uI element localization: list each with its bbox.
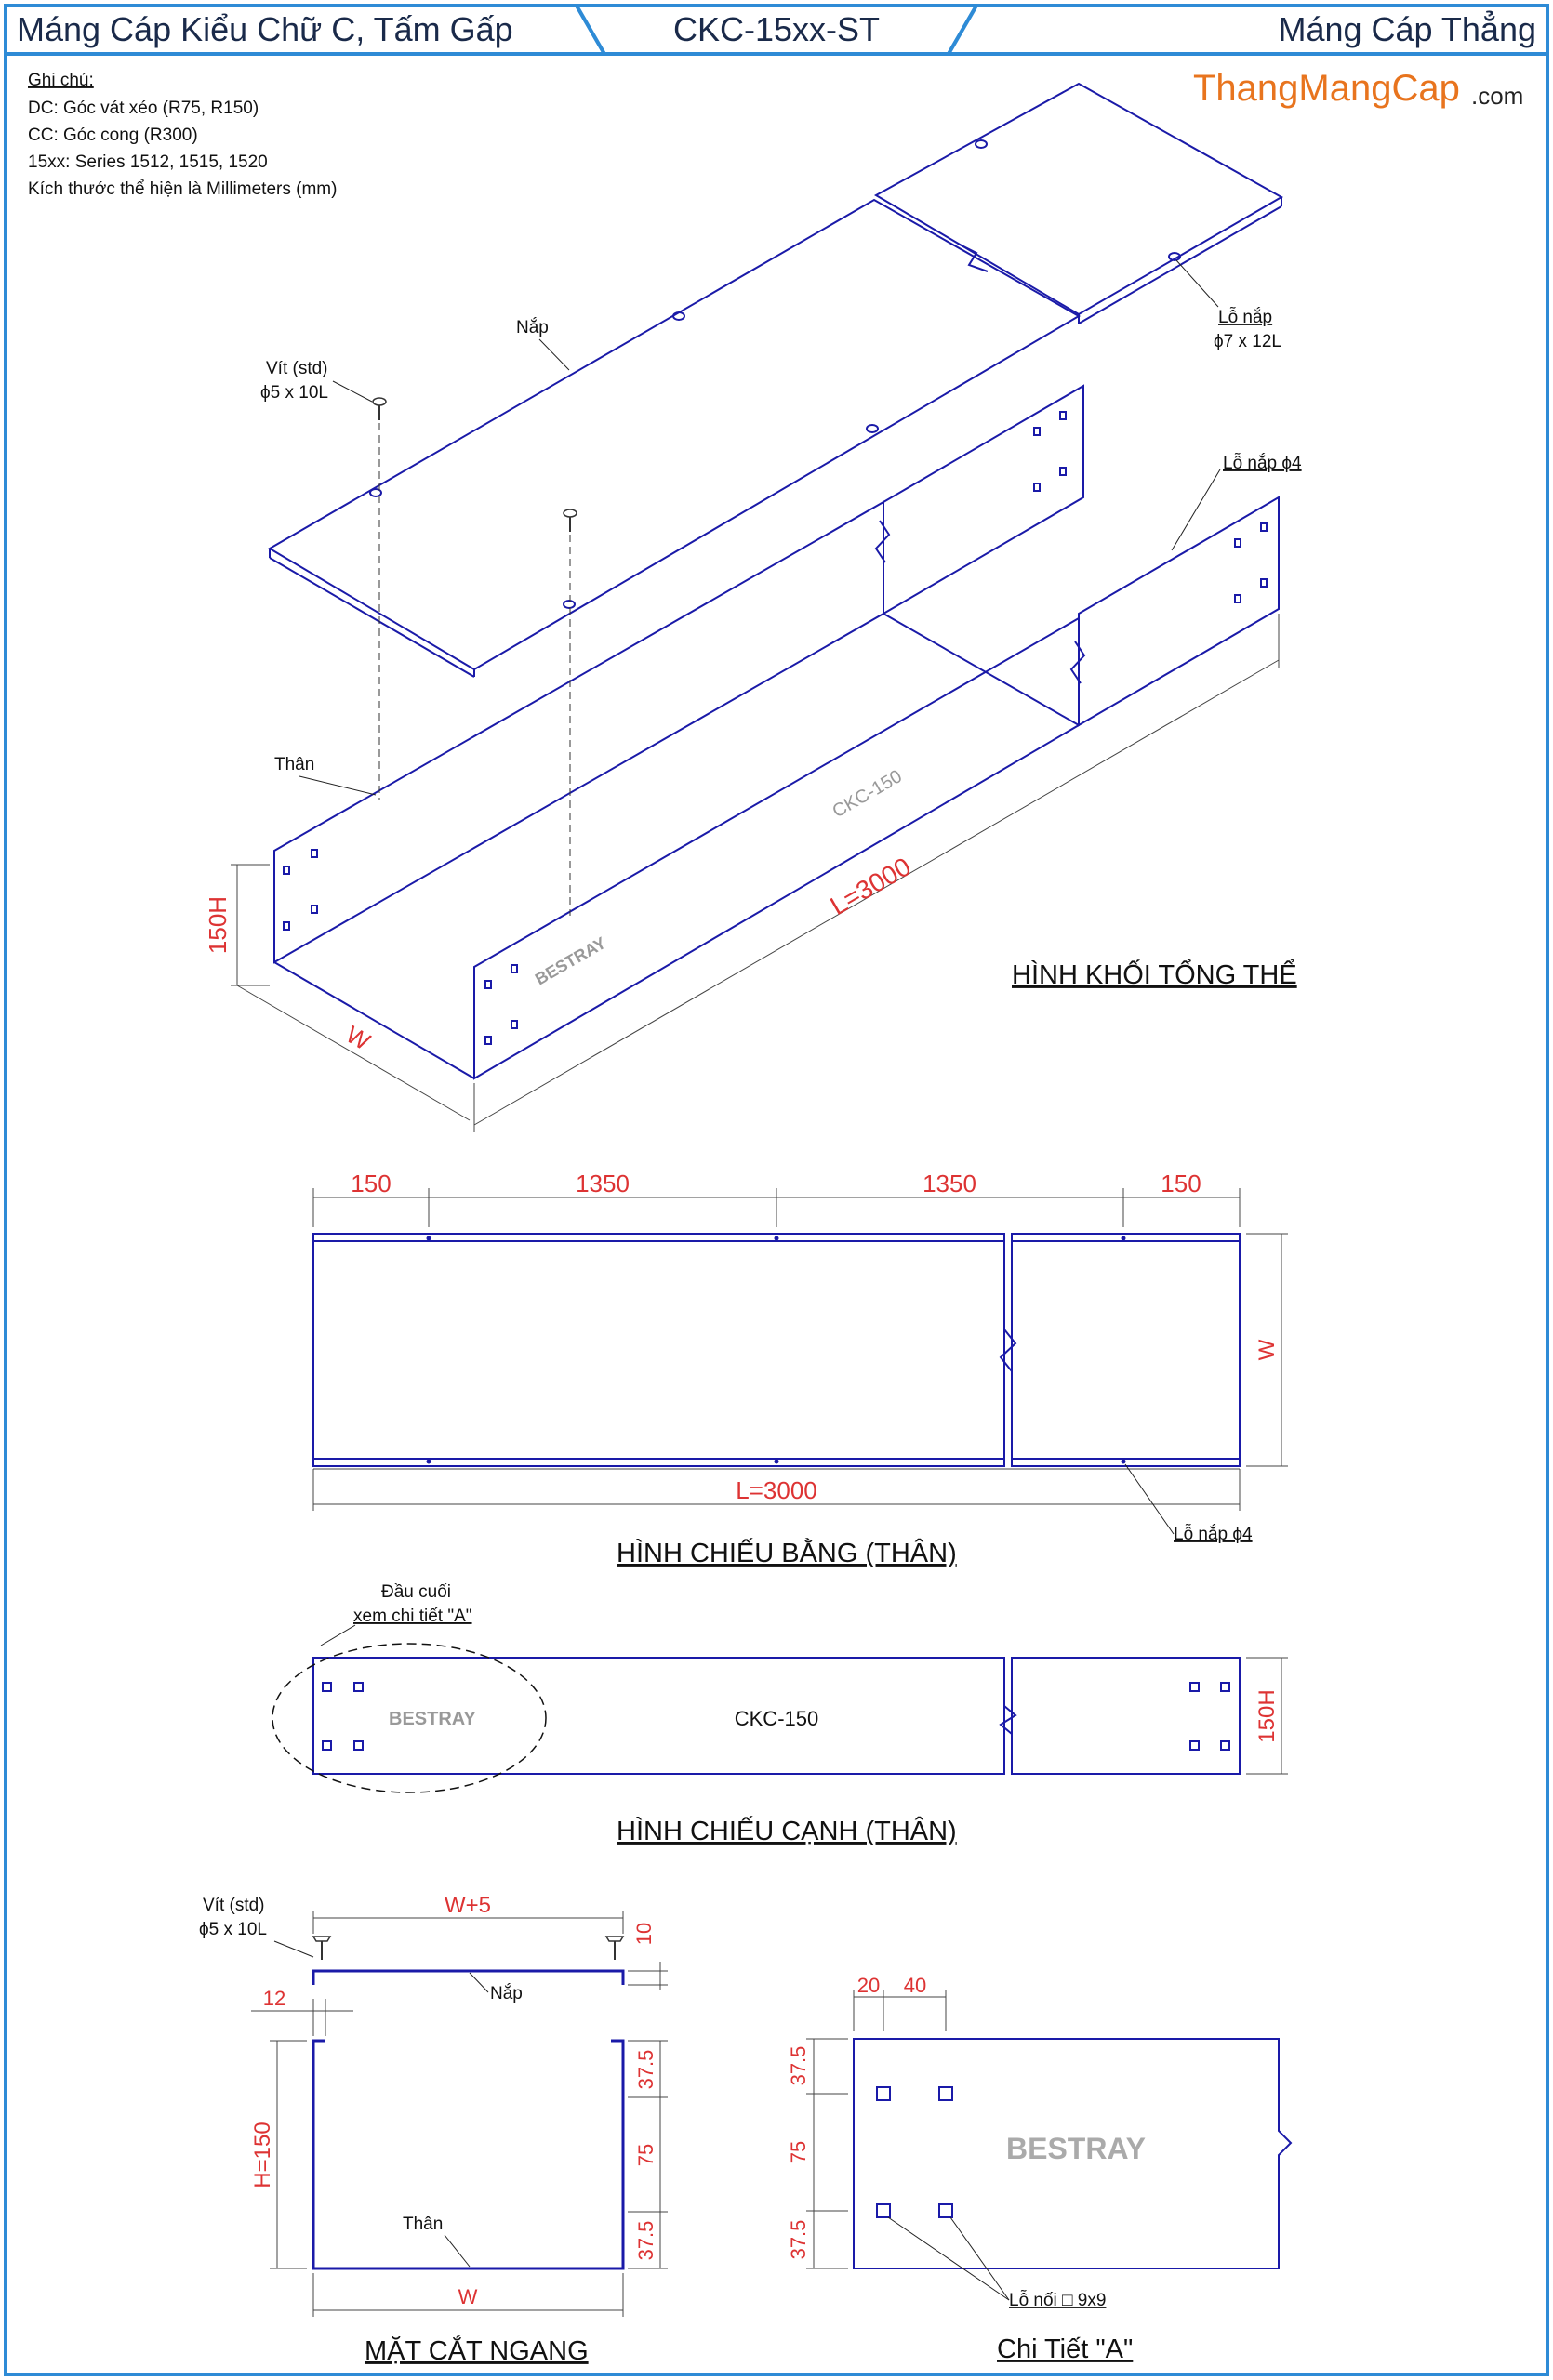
iso-lid-hole-small-label: Lỗ nắp ϕ4 [1223,454,1302,473]
screw-icon [373,398,386,420]
plan-dim-2: 1350 [576,1170,630,1197]
brand-main: ThangMangCap [1193,68,1460,109]
detail-dim-left-3: 37.5 [787,2219,810,2260]
section-body-label: Thân [403,2215,444,2234]
plan-dim-width: W [1254,1339,1280,1361]
section-view-title: MẶT CẮT NGANG [365,2336,589,2366]
body-back-wall-right [883,386,1083,614]
detail-dim-left-2: 75 [787,2140,810,2164]
detail-dim-left-1: 37.5 [787,2045,810,2086]
iso-screw-label-2: ϕ5 x 10L [260,383,328,403]
section-lid [313,1971,623,1985]
iso-lid-hole-label-2: ϕ7 x 12L [1214,332,1281,351]
note-line-4: Kích thước thể hiện là Millimeters (mm) [28,179,338,199]
screw-icon [564,509,577,532]
detail-dim-top-2: 40 [903,1974,927,1997]
header-right-title: Máng Cáp Thẳng [1278,10,1536,48]
notes-block [28,71,337,199]
iso-screw-label-1: Vít (std) [266,359,328,378]
side-view-title: HÌNH CHIẾU CẠNH (THÂN) [617,1817,957,1846]
section-dim-right-3: 37.5 [634,2220,657,2261]
side-end-label-1: Đầu cuối [381,1582,451,1602]
section-view [199,1893,668,2366]
body-front-wall-right [1079,497,1279,725]
plan-dim-3: 1350 [923,1170,976,1197]
detail-view [787,1974,1291,2364]
isometric-view [204,84,1302,1132]
section-lid-label: Nắp [490,1984,523,2003]
plan-dim-length: L=3000 [736,1476,817,1504]
side-dim-height: 150H [1254,1689,1280,1743]
iso-view-title: HÌNH KHỐI TỔNG THỂ [1012,960,1297,990]
section-body [313,2041,623,2268]
section-screw-label-2: ϕ5 x 10L [199,1920,267,1939]
iso-dim-width: W [341,1020,376,1056]
iso-product-mark: CKC-150 [829,766,906,823]
section-dim-height: H=150 [250,2122,275,2188]
detail-view-title: Chi Tiết "A" [997,2334,1134,2364]
side-view [272,1582,1288,1846]
iso-lid-label: Nắp [516,318,549,337]
section-dim-12: 12 [262,1987,286,2010]
header-code: CKC-15xx-ST [672,10,881,48]
section-dim-10: 10 [632,1922,656,1946]
lid-right-panel [876,84,1281,314]
screw-icon [606,1937,623,1960]
section-dim-top: W+5 [444,1893,492,1918]
side-logo: BESTRAY [389,1709,476,1729]
detail-hole-label: Lỗ nối □ 9x9 [1009,2291,1107,2310]
iso-dim-length: L=3000 [825,852,916,921]
lid-left-panel [270,200,1079,669]
section-screw-label-1: Vít (std) [203,1896,265,1915]
iso-dim-height: 150H [204,895,232,955]
section-dim-right-2: 75 [634,2143,657,2167]
iso-body-label: Thân [274,755,315,774]
body-front-wall-left [474,618,1079,1078]
note-line-3: 15xx: Series 1512, 1515, 1520 [28,152,268,172]
section-dim-right-1: 37.5 [634,2049,657,2090]
plan-hole-label: Lỗ nắp ϕ4 [1174,1525,1253,1544]
brand-logo [1193,68,1523,110]
plan-dim-1: 150 [351,1170,392,1197]
plan-view [313,1170,1288,1568]
detail-dim-top-1: 20 [856,1974,881,1997]
section-dim-width: W [458,2285,478,2308]
side-mark: CKC-150 [734,1707,819,1730]
plan-view-title: HÌNH CHIẾU BẰNG (THÂN) [617,1539,957,1568]
header-left-title: Máng Cáp Kiểu Chữ C, Tấm Gấp [17,10,513,48]
plan-dim-4: 150 [1161,1170,1201,1197]
detail-logo: BESTRAY [1006,2132,1146,2165]
iso-logo: BESTRAY [532,932,610,989]
side-end-label-2: xem chi tiết "A" [353,1606,472,1626]
screw-icon [313,1937,330,1960]
iso-lid-hole-label-1: Lỗ nắp [1218,308,1273,327]
note-line-1: DC: Góc vát xéo (R75, R150) [28,99,259,118]
notes-heading: Ghi chú: [28,71,94,90]
title-block [6,6,1547,54]
brand-suffix: .com [1471,82,1524,110]
note-line-2: CC: Góc cong (R300) [28,126,198,145]
